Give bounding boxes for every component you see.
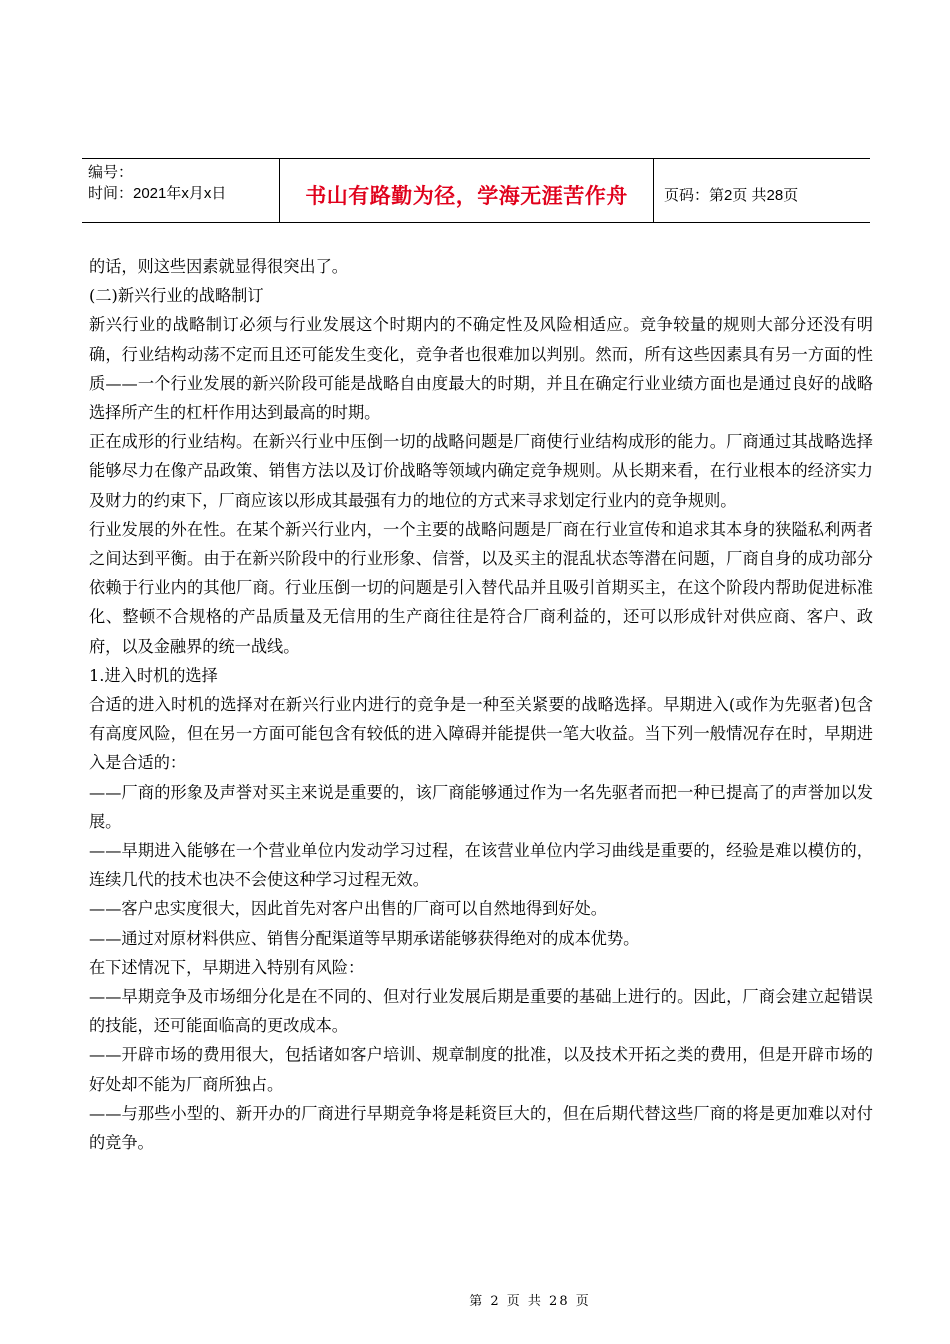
header-motto: 书山有路勤为径，学海无涯苦作舟 — [280, 159, 654, 222]
header-meta-cell — [82, 159, 280, 222]
list-item: ——早期竞争及市场细分化是在不同的、但对行业发展后期是重要的基础上进行的。因此，厂商会建立起错误的技能，还可能面临高的更改成本。 — [89, 987, 873, 1036]
list-item: ——客户忠实度很大，因此首先对客户出售的厂商可以自然地得到好处。 — [89, 899, 607, 919]
paragraph: 合适的进入时机的选择对在新兴行业内进行的竞争是一种至关紧要的战略选择。早期进入(或作为先驱者)包含有高度风险，但在另一方面可能包含有较低的进入障碍并能提供一笔大收益。当下列一般情况存在时，早期进入是合适的： — [89, 695, 873, 773]
list-item: ——早期进入能够在一个营业单位内发动学习过程，在该营业单位内学习曲线是重要的，经验是难以模仿的，连续几代的技术也决不会使这种学习过程无效。 — [89, 841, 873, 890]
page-footer: 第 2 页 共 28 页 — [469, 1294, 591, 1309]
document-body — [89, 252, 873, 1157]
paragraph: 行业发展的外在性。在某个新兴行业内，一个主要的战略问题是厂商在行业宣传和追求其本身的狭隘私利两者之间达到平衡。由于在新兴阶段中的行业形象、信誉，以及买主的混乱状态等潜在问题，厂商自身的成功部分依赖于行业内的其他厂商。行业压倒一切的问题是引入替代品并且吸引首期买主，在这个阶段内帮助促进标准化、整顿不合规格的产品质量及无信用的生产商往往是符合厂商利益的，还可以形成针对供应商、客户、政府，以及金融界的统一战线。 — [89, 519, 873, 656]
paragraph: 在下述情况下，早期进入特别有风险： — [89, 957, 365, 977]
document-number-label: 编号： — [88, 164, 134, 181]
paragraph: 的话，则这些因素就显得很突出了。 — [89, 257, 348, 276]
subsection-heading: 1.进入时机的选择 — [89, 665, 218, 685]
list-item: ——开辟市场的费用很大，包括诸如客户培训、规章制度的批准，以及技术开拓之类的费用，但是开辟市场的好处却不能为厂商所独占。 — [89, 1045, 873, 1094]
list-item: ——厂商的形象及声誉对买主来说是重要的，该厂商能够通过作为一名先驱者而把一种已提高了的声誉加以发展。 — [89, 782, 873, 831]
list-item: ——与那些小型的、新开办的厂商进行早期竞争将是耗资巨大的，但在后期代替这些厂商的将是更加难以对付的竞争。 — [89, 1103, 873, 1153]
document-time-label: 时间：2021年x月x日 — [88, 185, 227, 202]
section-heading: (二)新兴行业的战略制订 — [89, 286, 264, 306]
header-page-number: 页码：第2页 共28页 — [664, 187, 799, 204]
page-header — [82, 158, 870, 223]
paragraph: 正在成形的行业结构。在新兴行业中压倒一切的战略问题是厂商使行业结构成形的能力。厂商通过其战略选择能够尽力在像产品政策、销售方法以及订价战略等领域内确定竞争规则。从长期来看，在行业根本的经济实力及财力的约束下，厂商应该以形成其最强有力的地位的方式来寻求划定行业内的竞争规则。 — [89, 432, 873, 510]
paragraph: 新兴行业的战略制订必须与行业发展这个时期内的不确定性及风险相适应。竞争较量的规则大部分还没有明确，行业结构动荡不定而且还可能发生变化，竞争者也很难加以判别。然而，所有这些因素具有另一方面的性质——一个行业发展的新兴阶段可能是战略自由度最大的时期，并且在确定行业业绩方面也是通过良好的战略选择所产生的杠杆作用达到最高的时期。 — [89, 315, 873, 423]
list-item: ——通过对原材料供应、销售分配渠道等早期承诺能够获得绝对的成本优势。 — [89, 928, 640, 948]
